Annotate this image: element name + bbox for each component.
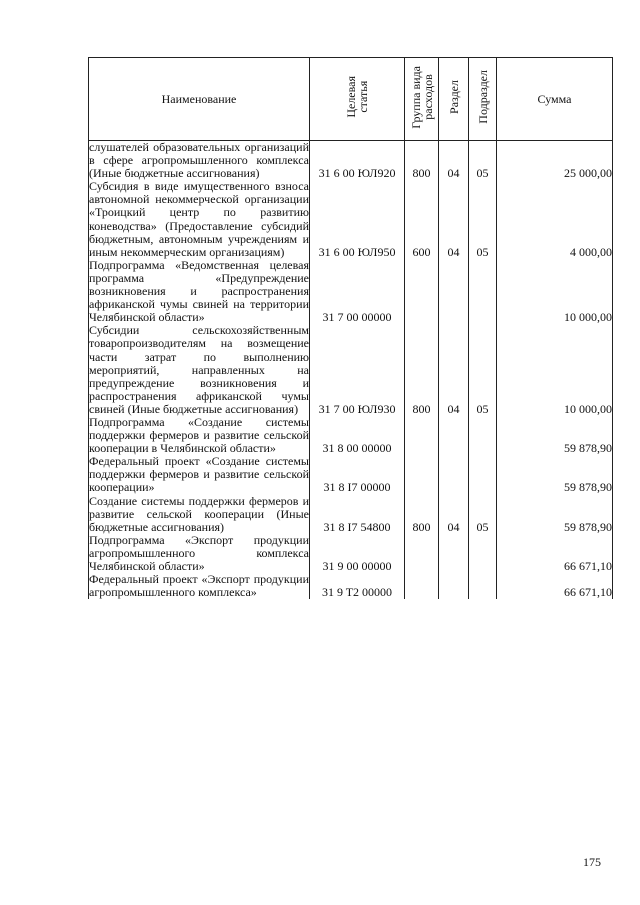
table-row	[89, 455, 613, 494]
row-name: Подпрограмма «Создание системы поддержки фермеров и развитие сельской кооперации в Челябинской области»	[89, 414, 309, 456]
row-expense-group	[405, 455, 439, 494]
row-target-article: 31 9 00 00000	[310, 534, 405, 573]
header-sum: Сумма	[497, 58, 613, 141]
row-section: 04	[439, 324, 469, 416]
row-expense-group: 800	[405, 495, 439, 534]
row-target-article: 31 9 T2 00000	[310, 573, 405, 599]
row-name: Субсидии сельскохозяйственным товаропроизводителям на возмещение части затрат по выполнению мероприятий, направленных на предупреждение возникновения и распространения африканской чумы свиней (Иные бюджетные ассигнования)	[89, 323, 309, 416]
table-row	[89, 180, 613, 259]
row-target-article: 31 8 I7 54800	[310, 495, 405, 534]
row-subsection: 05	[469, 324, 497, 416]
row-section: 04	[439, 180, 469, 259]
table-row	[89, 416, 613, 455]
row-section	[439, 455, 469, 494]
row-sum: 66 671,10	[497, 573, 613, 599]
row-expense-group: 800	[405, 324, 439, 416]
row-section	[439, 259, 469, 324]
row-sum: 66 671,10	[497, 534, 613, 573]
row-target-article: 31 7 00 00000	[310, 259, 405, 324]
table-row	[89, 534, 613, 573]
table-header-row	[89, 58, 613, 141]
budget-table	[88, 57, 613, 599]
row-section: 04	[439, 141, 469, 181]
row-subsection	[469, 455, 497, 494]
row-sum: 59 878,90	[497, 455, 613, 494]
row-target-article: 31 7 00 ЮЛ930	[310, 324, 405, 416]
row-name: Подпрограмма «Экспорт продукции агропромышленного комплекса Челябинской области»	[89, 532, 309, 573]
row-name: Подпрограмма «Ведомственная целевая программа «Предупреждение возникновения и распространения африканской чумы свиней на территории Челябинской области»	[89, 257, 309, 325]
row-sum: 4 000,00	[497, 180, 613, 259]
table-row	[89, 141, 613, 181]
table-row	[89, 324, 613, 416]
table-row	[89, 573, 613, 599]
header-name: Наименование	[89, 58, 310, 141]
row-sum: 59 878,90	[497, 416, 613, 455]
row-subsection: 05	[469, 141, 497, 181]
page-number: 175	[583, 855, 601, 869]
row-subsection	[469, 416, 497, 455]
row-section	[439, 416, 469, 455]
row-target-article: 31 6 00 ЮЛ950	[310, 180, 405, 259]
row-name: Создание системы поддержки фермеров и развитие сельской кооперации (Иные бюджетные ассигнования)	[89, 493, 309, 534]
row-target-article: 31 8 00 00000	[310, 416, 405, 455]
table-row	[89, 495, 613, 534]
row-expense-group	[405, 259, 439, 324]
row-sum: 25 000,00	[497, 141, 613, 181]
row-expense-group: 800	[405, 141, 439, 181]
row-name: Субсидия в виде имущественного взноса автономной некоммерческой организации «Троицкий центр по развитию коневодства» (Предоставление субсидий бюджетным, автономным учреждениям и иным некоммерческим организациям)	[89, 179, 309, 259]
row-subsection: 05	[469, 495, 497, 534]
row-subsection: 05	[469, 180, 497, 259]
row-name: Федеральный проект «Создание системы поддержки фермеров и развитие сельской кооперации»	[89, 454, 309, 495]
header-section: Раздел	[439, 58, 469, 141]
row-subsection	[469, 259, 497, 324]
row-expense-group	[405, 534, 439, 573]
row-sum: 59 878,90	[497, 495, 613, 534]
row-subsection	[469, 534, 497, 573]
row-sum: 10 000,00	[497, 259, 613, 324]
table-row	[89, 259, 613, 324]
header-expense-group: Группа вида расходов	[405, 58, 439, 141]
row-name: Федеральный проект «Экспорт продукции агропромышленного комплекса»	[89, 572, 309, 600]
header-target-article: Целевая статья	[310, 58, 405, 141]
row-expense-group: 600	[405, 180, 439, 259]
row-expense-group	[405, 416, 439, 455]
row-sum: 10 000,00	[497, 324, 613, 416]
row-section: 04	[439, 495, 469, 534]
header-subsection: Подраздел	[469, 58, 497, 141]
row-name: слушателей образовательных организаций в сфере агропромышленного комплекса (Иные бюджетные ассигнования)	[89, 140, 309, 181]
row-section	[439, 573, 469, 599]
row-section	[439, 534, 469, 573]
row-subsection	[469, 573, 497, 599]
row-expense-group	[405, 573, 439, 599]
row-target-article: 31 6 00 ЮЛ920	[310, 141, 405, 181]
row-target-article: 31 8 I7 00000	[310, 455, 405, 494]
